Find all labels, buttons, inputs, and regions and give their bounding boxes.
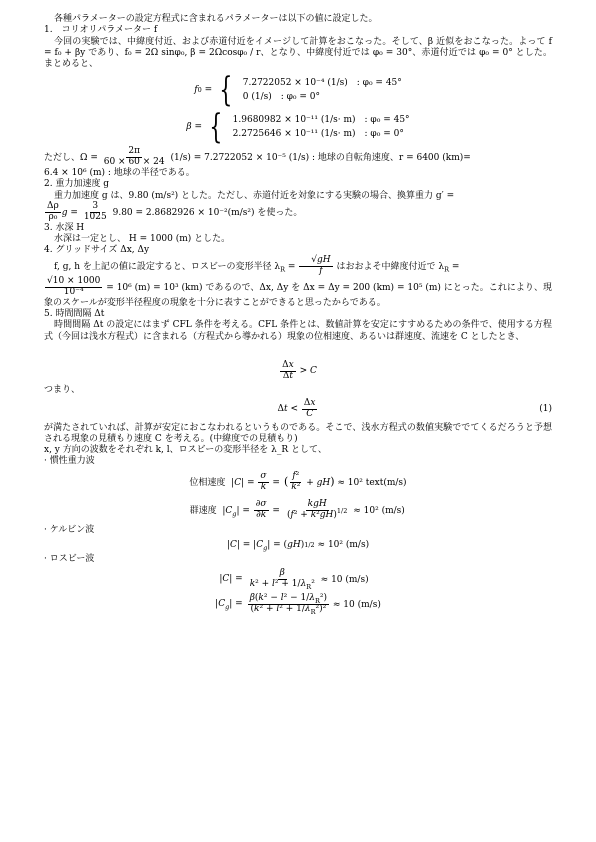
f0-equation: f 0 = { 7.2722052 × 10⁻⁴ (1/s) : φ₀ = 45° 0 (1/s) : φ₀ = 0° bbox=[194, 70, 402, 111]
section-3-title: 3. 水深 H bbox=[44, 222, 85, 233]
omega-text: (1/s) = 7.2722052 × 10⁻⁵ (1/s) : 地球の自転角速度、r = 6400 (km)= bbox=[170, 153, 471, 164]
kelvin-equation: | C | = | $C_g$ | = ( gH ) 1/2 ≈ 10² (m/s) bbox=[226, 539, 370, 552]
rossby-heading: · ロスビー波 bbox=[44, 553, 95, 564]
beta-case-2: 2.2725646 × 10⁻¹¹ (1/s· m) : φ₀ = 0° bbox=[232, 128, 404, 139]
reduced-gravity-text: 9.80 = 2.8682926 × 10⁻²(m/s²) を使った。 bbox=[112, 207, 303, 218]
document-page bbox=[44, 14, 552, 619]
tsumari-text: つまり、 bbox=[44, 384, 81, 395]
section-5-title: 5. 時間間隔 Δt bbox=[44, 309, 105, 320]
section-4-paragraph-2: $\frac{√10 \times 1000}{\text{10⁻⁴}}$ = 10⁶ (m) = 10³ (km) であるので、Δx, Δy を Δx = Δy = 200 (km) = 10⁵ (m) にとった。これにより、現象のスケールが変形半径程度の現象を十分に表すことができると思ったからである。 bbox=[44, 276, 552, 308]
phase-velocity-label: 位相速度 bbox=[189, 477, 226, 488]
section-2-paragraph-1: 重力加速度 g は、9.80 (m/s²) とした。ただし、赤道付近を対象にする実験の場合、換算重力 g′ = bbox=[54, 190, 455, 201]
beta-equation: β = { 1.9680982 × 10⁻¹¹ (1/s· m) : φ₀ = 45° 2.2725646 × 10⁻¹¹ (1/s· m) : φ₀ = 0° bbox=[186, 107, 410, 148]
f0-case-2: 0 (1/s) : φ₀ = 0° bbox=[242, 91, 321, 102]
section-5-paragraph-3: x, y 方向の波数をそれぞれ k, l、ロスビーの変形半径を λ_R として、 bbox=[44, 445, 327, 456]
group-velocity-label: 群速度 bbox=[189, 506, 217, 517]
phase-velocity-result: ≈ 10² text(m/s) bbox=[337, 477, 407, 488]
section-4-text-b: はおおよそ中緯度付近で λ bbox=[336, 262, 445, 273]
group-velocity-result: ≈ 10² (m/s) bbox=[353, 506, 405, 517]
inertia-gravity-heading: · 慣性重力波 bbox=[44, 456, 95, 467]
cfl-inequality: $\frac{\Delta x}{\Delta t}$ > C bbox=[282, 359, 317, 381]
kelvin-heading: · ケルビン波 bbox=[44, 525, 95, 536]
section-2-title: 2. 重力加速度 g bbox=[44, 179, 110, 190]
section-5-paragraph-2: が満たされていれば、計算が安定におこなわれるというものである。そこで、浅水方程式の数値実験ででてくるだろうと予想される現象の見積もり速度 C を考える。(中緯度での見積もり) bbox=[44, 422, 552, 444]
intro-text: 各種パラメーターの設定方程式に含まれるパラメーターは以下の値に設定した。 bbox=[54, 14, 378, 24]
section-5-paragraph-1: 時間間隔 Δt の設定にはまず CFL 条件を考える。CFL 条件とは、数値計算を安定にすすめるための条件で、使用する方程式（今回は浅水方程式）に含まれる（方程式から導かれる）現象の位相速度、あるいは群速度、流速を C としたとき、 bbox=[44, 320, 552, 342]
beta-case-1: 1.9680982 × 10⁻¹¹ (1/s· m) : φ₀ = 45° bbox=[232, 114, 410, 125]
cfl-equation-1: Δ t < $\frac{\Delta x}{C}$ (1) bbox=[277, 397, 552, 419]
section-1-title: 1. コリオリパラメーター f bbox=[44, 25, 158, 36]
section-3-paragraph: 水深は一定とし、 H = 1000 (m) とした。 bbox=[54, 233, 231, 244]
rossby-group-result: ≈ 10 (m/s) bbox=[332, 599, 381, 610]
section-2-paragraph-2: $\frac{\Delta\rho}{\text{ρ₀}}$ g = $\frac{3}{1025}$ 9.80 = 2.8682926 × 10⁻²(m/s²) を使った。 bbox=[47, 200, 303, 222]
omega-definition: ただし、Ω = $\frac{2\pi}{60 \times 60 \times 24}$ (1/s) = 7.2722052 × 10⁻⁵ (1/s) : 地球の自転角速度、r = 6400 (km)= bbox=[44, 146, 471, 168]
section-4-text-a: f, g, h を上記の値に設定すると、ロスビーの変形半径 λ bbox=[54, 262, 281, 273]
inertia-gravity-equations: 位相速度 |C| = $\frac{\sigma}{k}$ = ( $\frac{\text{f²}}{\text{k²}}$ + gH) ≈ 10² text(m/s) 群速度 $|C_g|$ = $\frac{\partial\sigma}{\partial k}$ = $\frac{\text{kgH}}{(f^2 + k^2gH)^{1/2}}$ ≈ 10² (m/s) bbox=[189, 470, 407, 521]
section-4-title: 4. グリッドサイズ Δx, Δy bbox=[44, 245, 150, 256]
earth-radius-text: 6.4 × 10⁶ (m) : 地球の半径である。 bbox=[44, 168, 195, 179]
rossby-equations: |C| = $\frac{\beta}{k^2 + l^2 + 1/\lambda_R^2}$ ≈ 10 (m/s) $|C_g|$ = $\frac{\beta(k^2 - l^2 - 1/\lambda_R^2)}{(k^2 + l^2 + 1/\lambda_R^2)^2}$ ≈ 10 (m/s) bbox=[215, 568, 381, 616]
equation-number: (1) bbox=[539, 403, 552, 414]
section-4-paragraph-1: f, g, h を上記の値に設定すると、ロスビーの変形半径 $\lambda_R$ = $\frac{√gH}{f}$ はおおよそ中緯度付近で $\lambda_R$ = bbox=[54, 255, 460, 277]
rossby-phase-result: ≈ 10 (m/s) bbox=[320, 574, 369, 585]
f0-case-1: 7.2722052 × 10⁻⁴ (1/s) : φ₀ = 45° bbox=[242, 77, 402, 88]
kelvin-result: ≈ 10² (m/s) bbox=[317, 539, 370, 550]
section-4-text-c: = 10⁶ (m) = 10³ (km) であるので、Δx, Δy を Δx = Δy = 200 (km) = 10⁵ (m) にとった。これにより、現象のスケールが変形半径程度の現象を十分に表すことができると思ったからである。 bbox=[44, 282, 552, 308]
section-1-paragraph: 今回の実験では、中緯度付近、および赤道付近をイメージして計算をおこなった。そして、β 近似をおこなった。よって f = f₀ + βy であり、f₀ = 2Ω sinφ₀, β = 2Ωcosφ₀ / r、となり、中緯度付近では φ₀ = 30°、赤道付近では φ₀ = 0° とした。まとめると、 bbox=[44, 36, 552, 69]
